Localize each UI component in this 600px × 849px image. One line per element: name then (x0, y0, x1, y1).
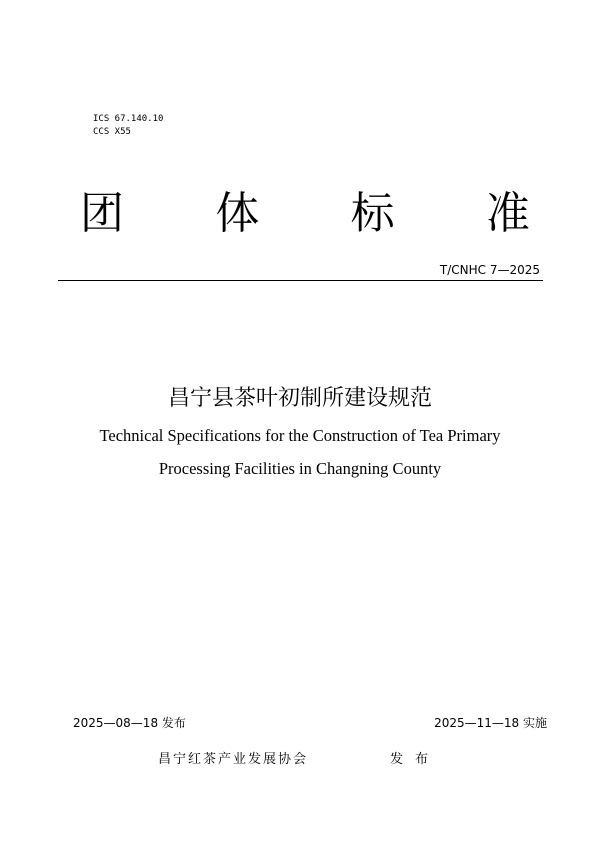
title-chinese: 昌宁县茶叶初制所建设规范 (167, 386, 432, 411)
banner-char-4: 准 (485, 188, 530, 239)
title-english-line-1: Technical Specifications for the Construction of Tea Primary (99, 426, 501, 445)
header-divider (58, 280, 543, 281)
issue-action: 发布 (390, 752, 441, 767)
ics-code: ICS 67.140.10 (93, 114, 164, 124)
banner-char-3: 标 (350, 188, 395, 239)
title-english-line-2: Processing Facilities in Changning County (158, 459, 442, 478)
issuing-organization: 昌宁红茶产业发展协会 (158, 752, 309, 767)
standard-type-banner (74, 186, 536, 242)
standard-code: T/CNHC 7—2025 (439, 263, 540, 277)
banner-char-2: 体 (215, 188, 260, 239)
publication-date: 2025—08—18 发布 (73, 716, 186, 730)
banner-char-1: 团 (80, 188, 124, 239)
implementation-date: 2025—11—18 实施 (434, 716, 547, 730)
ccs-code: CCS X55 (93, 127, 131, 137)
